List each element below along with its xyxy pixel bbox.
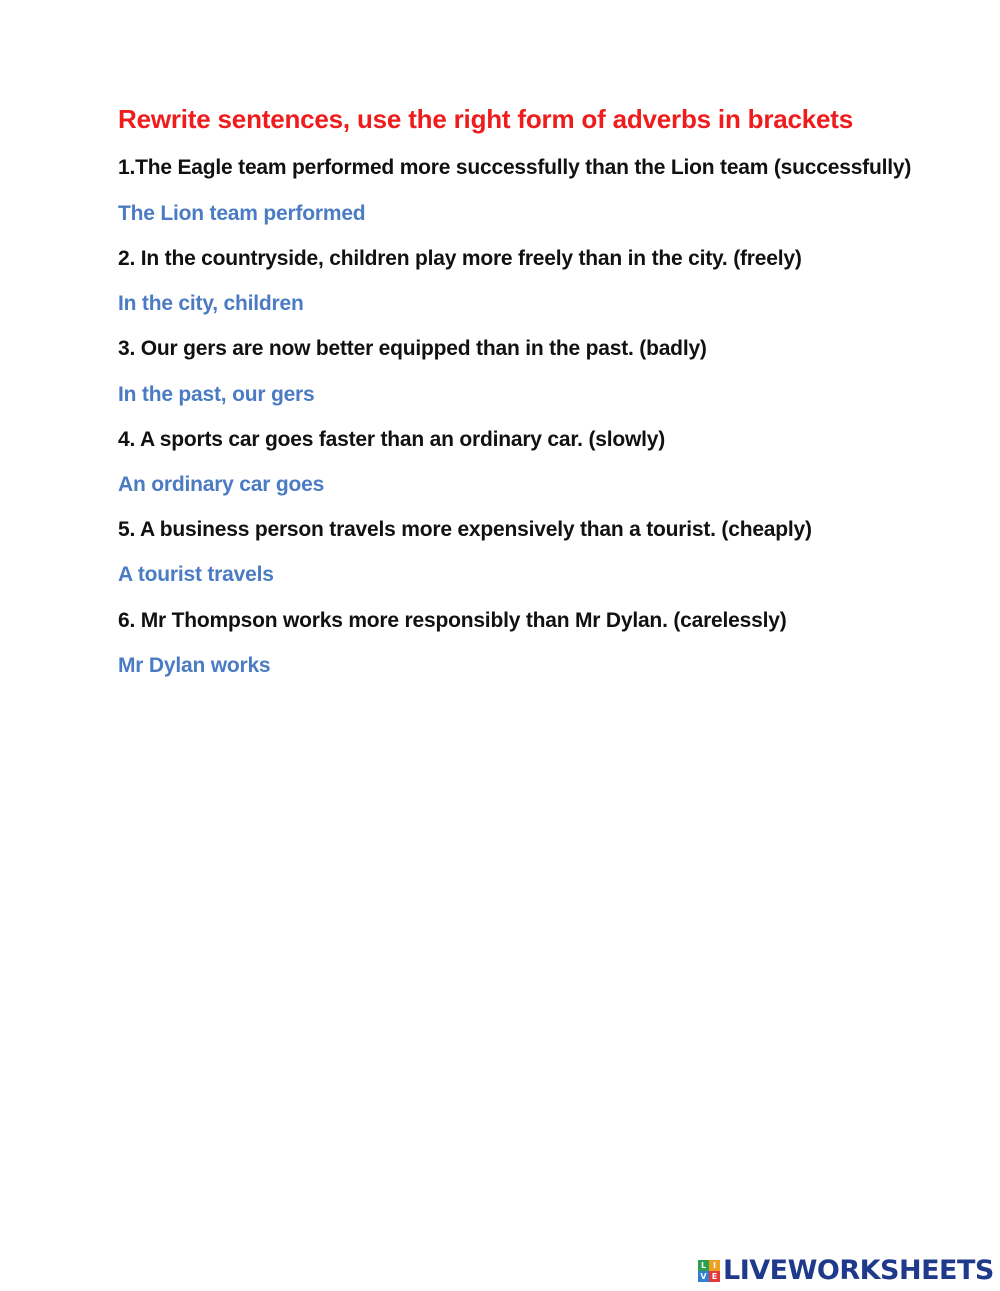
answer-start-6: Mr Dylan works — [118, 654, 271, 677]
logo-mark-cell: E — [709, 1271, 720, 1282]
exercise-prompt-1: 1.The Eagle team performed more successfully than the Lion team (successfully) — [118, 156, 912, 179]
logo-mark-icon — [698, 1260, 720, 1282]
exercise-prompt-4: 4. A sports car goes faster than an ordinary car. (slowly) — [118, 428, 666, 451]
exercise-prompt-2: 2. In the countryside, children play more freely than in the city. (freely) — [118, 247, 802, 270]
exercise-prompt-5: 5. A business person travels more expensively than a tourist. (cheaply) — [118, 518, 812, 541]
exercise-prompt-3: 3. Our gers are now better equipped than in the past. (badly) — [118, 337, 707, 360]
worksheet-title: Rewrite sentences, use the right form of adverbs in brackets — [118, 104, 854, 134]
logo-text: LIVEWORKSHEETS — [723, 1255, 994, 1286]
logo-mark-cell: I — [709, 1260, 720, 1271]
answer-start-5: A tourist travels — [118, 563, 274, 586]
exercise-prompt-6: 6. Mr Thompson works more responsibly than Mr Dylan. (carelessly) — [118, 609, 787, 632]
liveworksheets-logo[interactable] — [698, 1256, 994, 1286]
answer-start-1: The Lion team performed — [118, 202, 366, 225]
answer-start-3: In the past, our gers — [118, 383, 315, 406]
logo-mark-cell: V — [698, 1271, 709, 1282]
answer-start-4: An ordinary car goes — [118, 473, 325, 496]
answer-start-2: In the city, children — [118, 292, 304, 315]
logo-mark-cell: L — [698, 1260, 709, 1271]
